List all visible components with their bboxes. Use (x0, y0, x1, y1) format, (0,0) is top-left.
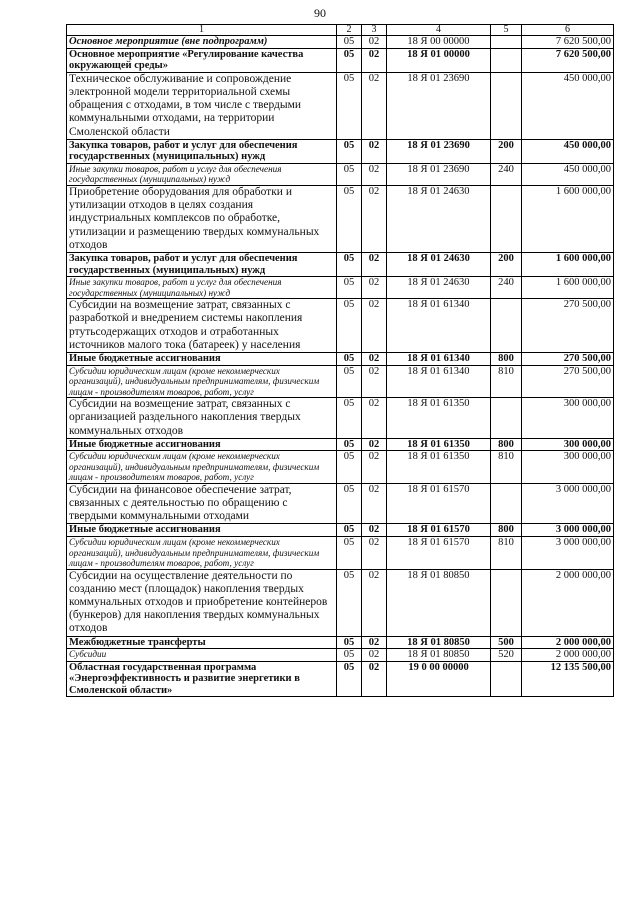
subsection-code-cell: 02 (362, 36, 387, 49)
row-name-cell: Основное мероприятие «Регулирование качества окружающей среды» (67, 48, 337, 72)
subsection-code-cell: 02 (362, 524, 387, 537)
table-row (67, 72, 614, 139)
row-name-cell: Субсидии юридическим лицам (кроме некоммерческих организаций), индивидуальным предпринимателям, физическим лицам - производителям товаров, работ, услуг (67, 451, 337, 484)
amount-cell: 3 000 000,00 (522, 537, 614, 570)
amount-cell: 3 000 000,00 (522, 483, 614, 524)
row-name-cell: Иные закупки товаров, работ и услуг для обеспечения государственных (муниципальных) нужд (67, 277, 337, 299)
amount-cell: 2 000 000,00 (522, 636, 614, 649)
amount-cell: 2 000 000,00 (522, 649, 614, 662)
target-article-cell: 18 Я 01 61340 (387, 299, 491, 353)
amount-cell: 300 000,00 (522, 438, 614, 451)
row-name-cell: Областная государственная программа «Энергоэффективность и развитие энергетики в Смоленской области» (67, 661, 337, 697)
subsection-code-cell: 02 (362, 483, 387, 524)
row-name-cell: Закупка товаров, работ и услуг для обеспечения государственных (муниципальных) нужд (67, 139, 337, 163)
target-article-cell: 18 Я 00 00000 (387, 36, 491, 49)
target-article-cell: 18 Я 01 24630 (387, 253, 491, 277)
target-article-cell: 18 Я 01 61570 (387, 537, 491, 570)
section-code-cell: 05 (337, 253, 362, 277)
target-article-cell: 18 Я 01 61340 (387, 365, 491, 398)
expense-type-cell: 800 (491, 438, 522, 451)
table-row (67, 649, 614, 662)
budget-table (66, 24, 614, 697)
subsection-code-cell: 02 (362, 451, 387, 484)
row-name-cell: Иные закупки товаров, работ и услуг для обеспечения государственных (муниципальных) нужд (67, 163, 337, 185)
subsection-code-cell: 02 (362, 649, 387, 662)
subsection-code-cell: 02 (362, 365, 387, 398)
target-article-cell: 19 0 00 00000 (387, 661, 491, 697)
expense-type-cell (491, 661, 522, 697)
row-name-cell: Субсидии юридическим лицам (кроме некоммерческих организаций), индивидуальным предпринимателям, физическим лицам - производителям товаров, работ, услуг (67, 365, 337, 398)
target-article-cell: 18 Я 01 80850 (387, 569, 491, 636)
target-article-cell: 18 Я 01 61340 (387, 353, 491, 366)
row-name-cell: Иные бюджетные ассигнования (67, 353, 337, 366)
column-header: 6 (522, 25, 614, 36)
table-row (67, 253, 614, 277)
expense-type-cell: 810 (491, 537, 522, 570)
table-row (67, 398, 614, 439)
target-article-cell: 18 Я 01 00000 (387, 48, 491, 72)
section-code-cell: 05 (337, 36, 362, 49)
target-article-cell: 18 Я 01 80850 (387, 636, 491, 649)
target-article-cell: 18 Я 01 61350 (387, 398, 491, 439)
section-code-cell: 05 (337, 72, 362, 139)
table-body (67, 36, 614, 697)
subsection-code-cell: 02 (362, 277, 387, 299)
section-code-cell: 05 (337, 636, 362, 649)
table-row (67, 163, 614, 185)
table-row (67, 365, 614, 398)
expense-type-cell (491, 72, 522, 139)
amount-cell: 1 600 000,00 (522, 185, 614, 252)
target-article-cell: 18 Я 01 61350 (387, 451, 491, 484)
row-name-cell: Субсидии на осуществление деятельности по созданию мест (площадок) накопления твердых коммунальных отходов и приобретение контейнеров (бункеров) для накопления твердых коммунальных отходов (67, 569, 337, 636)
amount-cell: 300 000,00 (522, 451, 614, 484)
expense-type-cell (491, 398, 522, 439)
table-row (67, 569, 614, 636)
section-code-cell: 05 (337, 483, 362, 524)
section-code-cell: 05 (337, 299, 362, 353)
page-number: 90 (314, 6, 326, 20)
subsection-code-cell: 02 (362, 139, 387, 163)
amount-cell: 7 620 500,00 (522, 36, 614, 49)
column-header: 4 (387, 25, 491, 36)
header-row (67, 25, 614, 36)
subsection-code-cell: 02 (362, 72, 387, 139)
section-code-cell: 05 (337, 649, 362, 662)
subsection-code-cell: 02 (362, 569, 387, 636)
section-code-cell: 05 (337, 438, 362, 451)
expense-type-cell: 810 (491, 451, 522, 484)
section-code-cell: 05 (337, 277, 362, 299)
section-code-cell: 05 (337, 185, 362, 252)
target-article-cell: 18 Я 01 61570 (387, 524, 491, 537)
amount-cell: 270 500,00 (522, 353, 614, 366)
amount-cell: 450 000,00 (522, 72, 614, 139)
expense-type-cell (491, 48, 522, 72)
row-name-cell: Закупка товаров, работ и услуг для обеспечения государственных (муниципальных) нужд (67, 253, 337, 277)
subsection-code-cell: 02 (362, 636, 387, 649)
target-article-cell: 18 Я 01 80850 (387, 649, 491, 662)
column-header: 2 (337, 25, 362, 36)
table-row (67, 36, 614, 49)
table-row (67, 353, 614, 366)
table-row (67, 636, 614, 649)
subsection-code-cell: 02 (362, 661, 387, 697)
table-row (67, 139, 614, 163)
section-code-cell: 05 (337, 524, 362, 537)
column-header: 3 (362, 25, 387, 36)
target-article-cell: 18 Я 01 61350 (387, 438, 491, 451)
expense-type-cell: 800 (491, 353, 522, 366)
expense-type-cell: 240 (491, 163, 522, 185)
amount-cell: 7 620 500,00 (522, 48, 614, 72)
expense-type-cell (491, 185, 522, 252)
target-article-cell: 18 Я 01 24630 (387, 185, 491, 252)
row-name-cell: Субсидии юридическим лицам (кроме некоммерческих организаций), индивидуальным предпринимателям, физическим лицам - производителям товаров, работ, услуг (67, 537, 337, 570)
table-row (67, 299, 614, 353)
expense-type-cell (491, 299, 522, 353)
subsection-code-cell: 02 (362, 163, 387, 185)
amount-cell: 12 135 500,00 (522, 661, 614, 697)
subsection-code-cell: 02 (362, 398, 387, 439)
target-article-cell: 18 Я 01 24630 (387, 277, 491, 299)
section-code-cell: 05 (337, 365, 362, 398)
subsection-code-cell: 02 (362, 185, 387, 252)
section-code-cell: 05 (337, 163, 362, 185)
row-name-cell: Иные бюджетные ассигнования (67, 524, 337, 537)
target-article-cell: 18 Я 01 23690 (387, 163, 491, 185)
column-header: 1 (67, 25, 337, 36)
amount-cell: 2 000 000,00 (522, 569, 614, 636)
expense-type-cell: 520 (491, 649, 522, 662)
amount-cell: 3 000 000,00 (522, 524, 614, 537)
table-row (67, 483, 614, 524)
expense-type-cell: 800 (491, 524, 522, 537)
subsection-code-cell: 02 (362, 353, 387, 366)
row-name-cell: Субсидии на финансовое обеспечение затрат, связанных с деятельностью по обращению с твердыми коммунальными отходами (67, 483, 337, 524)
target-article-cell: 18 Я 01 23690 (387, 72, 491, 139)
column-header: 5 (491, 25, 522, 36)
expense-type-cell: 200 (491, 139, 522, 163)
expense-type-cell: 200 (491, 253, 522, 277)
amount-cell: 450 000,00 (522, 139, 614, 163)
expense-type-cell (491, 483, 522, 524)
amount-cell: 270 500,00 (522, 365, 614, 398)
section-code-cell: 05 (337, 48, 362, 72)
row-name-cell: Приобретение оборудования для обработки и утилизации отходов в целях создания индустриальных комплексов по обработке, утилизации и размещению твердых коммунальных отходов (67, 185, 337, 252)
expense-type-cell: 500 (491, 636, 522, 649)
amount-cell: 1 600 000,00 (522, 277, 614, 299)
table-row (67, 451, 614, 484)
row-name-cell: Иные бюджетные ассигнования (67, 438, 337, 451)
subsection-code-cell: 02 (362, 253, 387, 277)
table-row (67, 438, 614, 451)
section-code-cell: 05 (337, 398, 362, 439)
row-name-cell: Субсидии (67, 649, 337, 662)
expense-type-cell (491, 569, 522, 636)
table-row (67, 185, 614, 252)
table-row (67, 524, 614, 537)
expense-type-cell: 810 (491, 365, 522, 398)
row-name-cell: Субсидии на возмещение затрат, связанных с разработкой и внедрением системы накопления ртутьсодержащих отходов и отработанных источников малого тока (батареек) у населения (67, 299, 337, 353)
expense-type-cell (491, 36, 522, 49)
section-code-cell: 05 (337, 661, 362, 697)
section-code-cell: 05 (337, 569, 362, 636)
row-name-cell: Субсидии на возмещение затрат, связанных с организацией раздельного накопления твердых коммунальных отходов (67, 398, 337, 439)
subsection-code-cell: 02 (362, 48, 387, 72)
expense-type-cell: 240 (491, 277, 522, 299)
row-name-cell: Техническое обслуживание и сопровождение электронной модели территориальной схемы обращения с отходами, в том числе с твердыми коммунальными отходами, на территории Смоленской области (67, 72, 337, 139)
amount-cell: 1 600 000,00 (522, 253, 614, 277)
subsection-code-cell: 02 (362, 299, 387, 353)
section-code-cell: 05 (337, 451, 362, 484)
section-code-cell: 05 (337, 139, 362, 163)
table-row (67, 277, 614, 299)
table-row (67, 48, 614, 72)
section-code-cell: 05 (337, 353, 362, 366)
row-name-cell: Межбюджетные трансферты (67, 636, 337, 649)
section-code-cell: 05 (337, 537, 362, 570)
amount-cell: 300 000,00 (522, 398, 614, 439)
target-article-cell: 18 Я 01 23690 (387, 139, 491, 163)
subsection-code-cell: 02 (362, 438, 387, 451)
amount-cell: 450 000,00 (522, 163, 614, 185)
subsection-code-cell: 02 (362, 537, 387, 570)
table-row (67, 537, 614, 570)
amount-cell: 270 500,00 (522, 299, 614, 353)
target-article-cell: 18 Я 01 61570 (387, 483, 491, 524)
table-row (67, 661, 614, 697)
row-name-cell: Основное мероприятие (вне подпрограмм) (67, 36, 337, 49)
